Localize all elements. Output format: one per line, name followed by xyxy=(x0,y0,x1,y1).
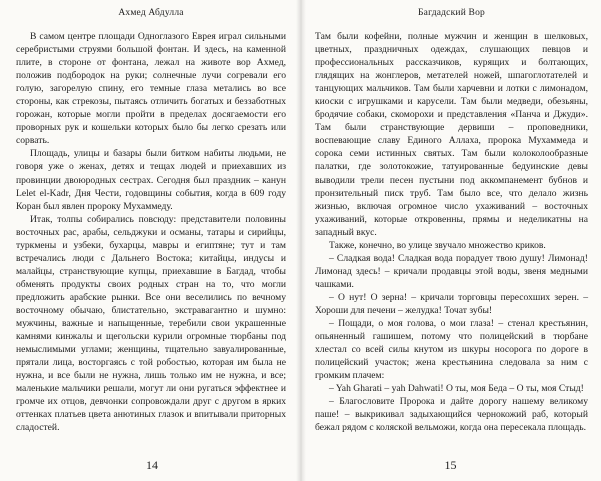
right-paragraph: – О нут! О зерна! – кричали торговцы пересохших зерен. – Хороши для печени – желудка! Точат зубы! xyxy=(315,291,588,316)
left-paragraph: Площадь, улицы и базары были битком набиты людьми, не говоря уже о женах, детях и тещах людей и приехавших из провинции двоюродных сестрах. Сегодня был праздник – канун Lelet el-Kadr, Дня Чести, годовщины события, когда в 609 году Коран был явлен пророку Мухаммеду. xyxy=(16,148,286,212)
right-page xyxy=(300,0,601,481)
left-page-number: 14 xyxy=(146,458,158,472)
right-paragraph: – Благословите Пророка и дайте дорогу нашему великому паше! – выкрикивал задыхающийся чернокожий раб, который бежал рядом с коляской вельможи, когда она пересекала площадь. xyxy=(315,396,588,434)
right-page-number: 15 xyxy=(444,458,457,472)
right-paragraph: – Сладкая вода! Сладкая вода порадует твою душу! Лимонад! Лимонад здесь! – кричали продавцы этой воды, звеня медными чашками. xyxy=(315,252,588,290)
right-paragraph: – Пощади, о моя голова, о мои глаза! – стенал крестьянин, опьяненный гашишем, потому что полицейский в тюрбане хлестал со всей силы кнутом из шкуры носорога по дороге в полицейский участок; жена крестьянина следовала за ним с громким плачем: xyxy=(315,318,588,382)
book-gutter-shadow xyxy=(296,0,306,481)
left-running-header: Ахмед Абдулла xyxy=(118,8,184,18)
right-paragraph: – Yah Gharati – yah Dahwati! О ты, моя Беда – О ты, моя Стыд! xyxy=(329,383,584,395)
left-page xyxy=(0,0,300,481)
right-paragraph: Также, конечно, во улице звучало множество криков. xyxy=(329,239,546,251)
left-paragraph: Итак, толпы собирались повсюду: представители половины восточных рас, арабы, сельджуки и османы, татары и сирийцы, туркмены и узбеки, бухарцы, мавры и египтяне; тут и там встречались люди с Дальнего Востока; китайцы, индусы и малайцы, странствующие купцы, приехавшие в Багдад, чтобы обменять продукты своих родных стран на то, что могли предложить арабские рынки. Все они веселились по вечному восточному обычаю, блистательно, экстравагантно и шумно: мужчины, важные и напыщенные, теребили свои украшенные камнями кинжалы и щегольски курили огромные тюрбаны под немыслимыми углами; женщины, тщательно завуалированные, прятали лица, восторгаясь с той робостью, которая им была не нужна, и все были не нужна, лишь только им не нужна, и все; маленькие мальчики решали, могут ли они ругаться эффектнее и громче их отцов, девчонки сопровождали друг с другом в ярких оттенках платьев цвета анютиных глазок и впитывали приторных сладостей. xyxy=(16,213,286,434)
left-page-body xyxy=(16,30,286,434)
left-paragraph: В самом центре площади Одноглазого Еврея играл сильными серебристыми струями большой фонтан. И здесь, на каменной плите, в стороне от фонтана, лежал на животе вор Ахмед, положив подбородок на руки; солнечные лучи согревали его голую, загорелую спину, его темные глаза метались во все стороны, как стрекозы, пытаясь отличить богатых и беззаботных горожан, которые могли пройти в пределах досягаемости его проворных рук и кошельки которых было бы легко срезать или сорвать. xyxy=(16,31,286,147)
right-page-body xyxy=(315,30,588,434)
right-running-header: Багдадский Вор xyxy=(418,8,485,18)
right-paragraph: Там были кофейни, полные мужчин и женщин в шелковых, цветных, праздничных одеждах, слушающих певцов и профессиональных рассказчиков, курящих и болтающих, глядящих на жонглеров, метателей ножей, шпагоглотателей и танцующих мальчиков. Там были харчевни и лотки с лимонадом, киоски с игрушками и карусели. Там были медведи, обезьяны, бродячие собаки, скоморохи и представления «Панча и Джуди». Там были странствующие дервиши – проповедники, воспевающие славу Единого Аллаха, пророка Мухаммеда и сорока семи истинных святых. Там были колоколообразные палатки, где золотокожие, татуированные бедуинские девы выводили трели песен пустыни под аккомпанемент бубнов и пронзительный писк труб. Там было все, что делало жизнь жизнью, включая огромное число ухаживаний – восточных ухаживаний, которые откровенны, прямы и неделикатны на западный вкус. xyxy=(315,31,588,238)
